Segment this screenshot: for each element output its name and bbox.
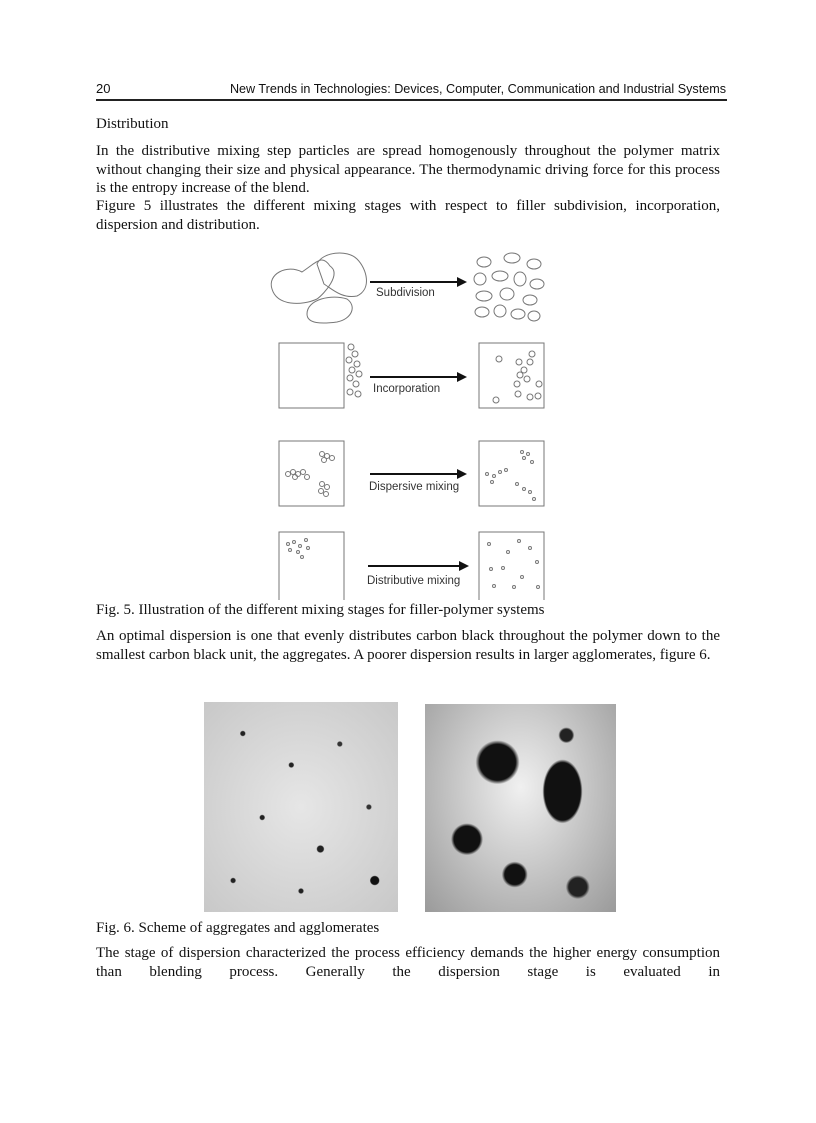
label-subdivision: Subdivision <box>376 287 435 299</box>
large-agglomerate <box>307 297 352 323</box>
running-header <box>96 80 727 101</box>
running-title: New Trends in Technologies: Devices, Computer, Communication and Industrial Systems <box>229 82 726 96</box>
figure-5-caption: Fig. 5. Illustration of the different mixing stages for filler-polymer systems <box>96 602 545 618</box>
arrow-icon <box>370 469 467 479</box>
figure-5-mixing-stages <box>262 244 554 600</box>
paragraph-3: An optimal dispersion is one that evenly distributes carbon black throughout the polymer down to the smallest carbon black unit, the aggregates. A poorer dispersion results in larger agglomerates, figure 6. <box>96 628 720 663</box>
arrow-icon <box>370 277 467 287</box>
aggregates-micrograph <box>204 702 398 912</box>
agglomerates-micrograph <box>425 704 616 912</box>
figure-6-caption: Fig. 6. Scheme of aggregates and agglomerates <box>96 920 380 936</box>
large-agglomerate <box>271 260 334 303</box>
label-distributive-mixing: Distributive mixing <box>367 575 461 587</box>
arrow-icon <box>370 372 467 382</box>
paragraph-2: Figure 5 illustrates the different mixing stages with respect to filler subdivision, incorporation, dispersion and distribution. <box>96 198 720 233</box>
page-number: 20 <box>96 81 111 96</box>
label-dispersive-mixing: Dispersive mixing <box>369 481 460 493</box>
paragraph-1: In the distributive mixing step particles are spread homogenously throughout the polymer matrix without changing their size and physical appearance. The thermodynamic driving force for this process is the entropy increase of the blend. <box>96 143 720 197</box>
paragraph-4: The stage of dispersion characterized the process efficiency demands the higher energy consumption than blending process. Generally the dispersion stage is evaluated in <box>96 945 720 980</box>
section-heading: Distribution <box>96 116 169 132</box>
large-agglomerate <box>317 253 366 297</box>
arrow-icon <box>368 561 469 571</box>
label-incorporation: Incorporation <box>373 383 441 395</box>
